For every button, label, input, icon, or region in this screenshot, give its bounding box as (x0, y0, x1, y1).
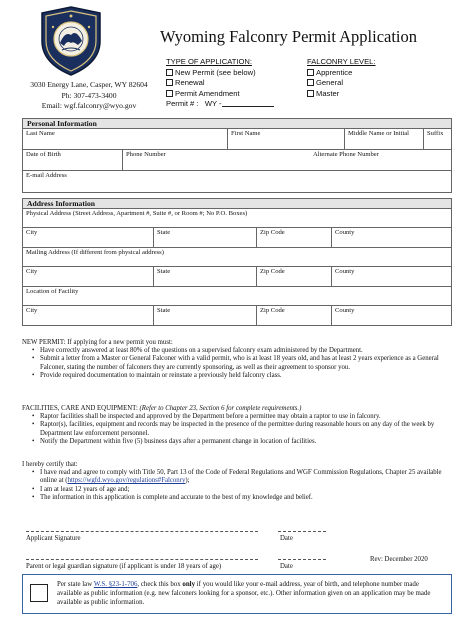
mailing-city-row (23, 267, 451, 287)
facilities-requirements (22, 405, 452, 446)
new-permit-lead: NEW PERMIT: If applying for a new permit you must: (22, 339, 173, 346)
falconry-level-group (307, 57, 376, 99)
permit-number-prefix: WY - (204, 99, 222, 109)
applicant-date-label: Date (280, 535, 293, 542)
phone-number-field[interactable]: Phone Number (122, 150, 310, 170)
permit-number-row (166, 99, 274, 110)
certify-lead: I hereby certify that: (22, 461, 78, 468)
mailing-address-row (23, 248, 451, 267)
parent-date-label: Date (280, 563, 293, 570)
address-phone: Ph: 307-473-3400 (61, 90, 117, 100)
application-type-group (166, 57, 274, 110)
mailing-city-field[interactable]: City (26, 268, 38, 275)
checkbox-general[interactable] (307, 79, 314, 86)
statute-link[interactable]: W.S. §23-1-706 (93, 581, 138, 588)
personal-information-section (22, 118, 452, 193)
option-general[interactable]: General (307, 78, 376, 89)
suffix-field[interactable]: Suffix (423, 129, 451, 149)
physical-county-field[interactable]: County (331, 228, 451, 247)
falconry-level-heading: FALCONRY LEVEL: (307, 57, 376, 66)
list-item: • Submit a letter from a Master or General Falconer with a valid permit, who is at least 18 years old, and has at least 2 years experience as a General Falconer, stating the number of falconers they are currently sponsoring, as well as their agreement to sponsor you. (22, 355, 452, 371)
checkbox-master[interactable] (307, 90, 314, 97)
email-row (23, 171, 451, 192)
facility-zip-field[interactable]: Zip Code (256, 306, 331, 325)
email-address-field[interactable]: E-mail Address (26, 172, 67, 179)
facility-city-field[interactable]: City (26, 307, 38, 314)
parent-signature-label: Parent or legal guardian signature (if applicant is under 18 years of age) (26, 563, 222, 570)
physical-zip-field[interactable]: Zip Code (256, 228, 331, 247)
facilities-lead: FACILITIES, CARE AND EQUIPMENT: (Refer to Chapter 23, Section 6 for complete requirements.) (22, 405, 302, 412)
physical-city-field[interactable]: City (26, 229, 38, 236)
list-item: • Provide required documentation to maintain or reinstate a previously held falconry class. (22, 372, 452, 380)
option-new-permit[interactable]: New Permit (see below) (166, 68, 274, 79)
alternate-phone-field[interactable]: Alternate Phone Number (313, 151, 379, 158)
option-renewal[interactable]: Renewal (166, 78, 274, 89)
last-name-field[interactable]: Last Name (26, 130, 55, 137)
public-information-notice (22, 574, 452, 614)
regulations-link[interactable]: https://wgfd.wyo.gov/regulations#Falconry (67, 477, 186, 485)
mailing-zip-field[interactable]: Zip Code (256, 267, 331, 286)
parent-signature-line[interactable] (26, 559, 258, 560)
checkbox-renewal[interactable] (166, 79, 173, 86)
list-item: • Raptor facilities shall be inspected and approved by the Department before a permittee may obtain a raptor to use in falconry. (22, 413, 452, 421)
facilities-list (22, 413, 452, 446)
option-apprentice[interactable]: Apprentice (307, 68, 376, 79)
notice-text: Per state law W.S. §23-1-706, check this box only if you would like your e-mail address, year of birth, and telephone number made available as public information (e.g. new falconers looking for a sponsor, etc.). Other information given on an application may be made available as public information. (57, 581, 431, 606)
mailing-state-field[interactable]: State (153, 267, 256, 286)
facility-city-row (23, 306, 451, 325)
checkbox-new-permit[interactable] (166, 69, 173, 76)
permit-number-field[interactable] (222, 99, 274, 107)
list-item: • I am at least 12 years of age and; (22, 486, 452, 494)
new-permit-list (22, 347, 452, 380)
address-information-section (22, 198, 452, 326)
certification-statement (22, 461, 452, 502)
checkbox-permit-amendment[interactable] (166, 90, 173, 97)
physical-address-field[interactable]: Physical Address (Street Address, Apartment #, Suite #, or Room #; No P.O. Boxes) (26, 210, 248, 217)
option-master[interactable]: Master (307, 89, 376, 100)
option-permit-amendment[interactable]: Permit Amendment (166, 89, 274, 100)
middle-name-field[interactable]: Middle Name or Initial (344, 129, 423, 149)
list-item: • The information in this application is complete and accurate to the best of my knowledge and belief. (22, 494, 452, 502)
facility-county-field[interactable]: County (331, 306, 451, 325)
applicant-signature-line[interactable] (26, 531, 258, 532)
certify-list (22, 469, 452, 502)
list-item: • Raptor(s), facilities, equipment and records may be inspected in the presence of the permittee during reasonable hours on any day of the week by Department law enforcement personnel. (22, 421, 452, 437)
contact-row (23, 150, 451, 171)
physical-state-field[interactable]: State (153, 228, 256, 247)
physical-address-row (23, 209, 451, 228)
address-email: Email: wgf.falconry@wyo.gov (41, 101, 137, 110)
public-information-checkbox[interactable] (30, 584, 48, 602)
facility-location-field[interactable]: Location of Facility (26, 288, 79, 295)
wyoming-game-fish-seal-logo (38, 5, 104, 77)
name-row (23, 129, 451, 150)
permit-number-label: Permit # : (166, 99, 199, 109)
form-title: Wyoming Falconry Permit Application (160, 27, 418, 46)
personal-information-heading: Personal Information (23, 119, 451, 129)
applicant-date-line[interactable] (278, 531, 326, 532)
address-information-heading: Address Information (23, 199, 451, 209)
list-item: • Have correctly answered at least 80% of the questions on a supervised falconry exam administered by the Department. (22, 347, 452, 355)
physical-city-row (23, 228, 451, 248)
list-item: • Notify the Department within five (5) business days after a permanent change in location of facilities. (22, 438, 452, 446)
mailing-address-field[interactable]: Mailing Address (If different from physical address) (26, 249, 164, 256)
list-item: • I have read and agree to comply with Title 50, Part 13 of the Code of Federal Regulations and WGF Commission Regulations, Chapter 25 available online at (https://wgfd.wyo.gov/regulations#Falconry); (22, 469, 452, 485)
facilities-note: (Refer to Chapter 23, Section 6 for complete requirements.) (139, 405, 302, 412)
mailing-county-field[interactable]: County (331, 267, 451, 286)
office-address (22, 80, 156, 112)
address-street: 3030 Energy Lane, Casper, WY 82604 (30, 80, 148, 89)
new-permit-requirements (22, 339, 452, 380)
applicant-signature-label: Applicant Signature (26, 535, 81, 542)
checkbox-apprentice[interactable] (307, 69, 314, 76)
application-type-heading: TYPE OF APPLICATION: (166, 57, 252, 66)
revision-date: Rev: December 2020 (370, 556, 428, 563)
facility-location-row (23, 287, 451, 306)
first-name-field[interactable]: First Name (227, 129, 344, 149)
date-of-birth-field[interactable]: Date of Birth (26, 151, 61, 158)
facility-state-field[interactable]: State (153, 306, 256, 325)
parent-date-line[interactable] (278, 559, 326, 560)
